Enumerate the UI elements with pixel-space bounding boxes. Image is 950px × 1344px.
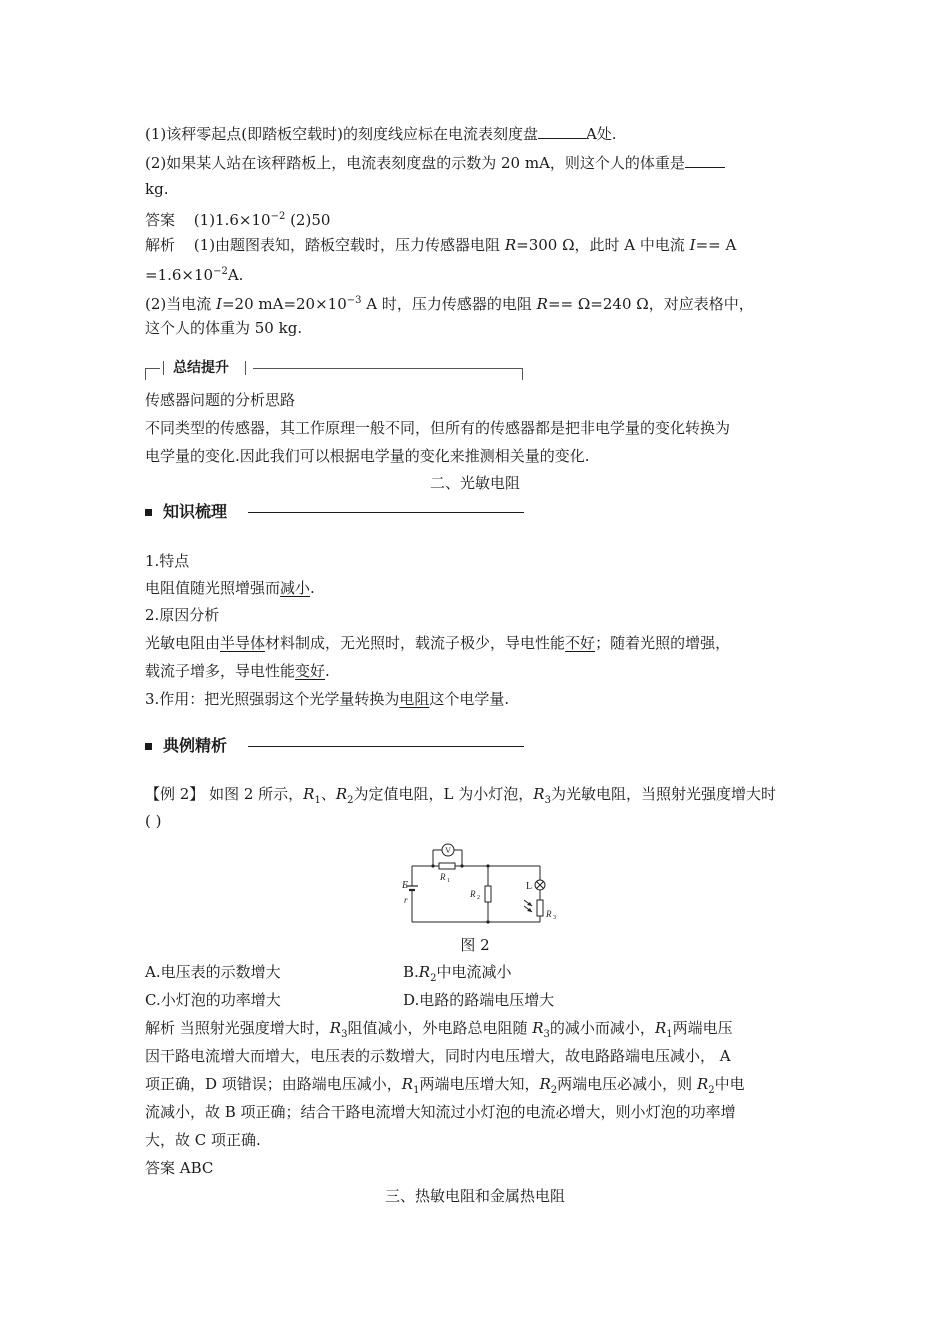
junction-dot	[460, 864, 463, 867]
answer-1-exponent: −2	[270, 211, 286, 222]
section-3-title: 三、热敏电阻和金属热电阻	[384, 1187, 565, 1205]
underlined-answer: 不好	[565, 634, 596, 652]
analysis-text: =20 mA=20×10	[221, 295, 347, 313]
frame-tick	[163, 361, 164, 375]
text: 电阻值随光照增强而	[145, 579, 281, 597]
subscript: 2	[430, 973, 437, 984]
answer-blank	[538, 124, 586, 139]
junction-dot	[486, 920, 489, 923]
answer-2	[145, 1158, 213, 1178]
var-r: R	[539, 1075, 551, 1093]
resistor-r3	[537, 900, 543, 916]
frame-tick	[245, 361, 246, 375]
text: 这个电学量.	[429, 690, 510, 708]
var-r: R	[696, 1075, 709, 1093]
analysis-2-line-3	[145, 1074, 745, 1101]
underlined-answer: 减小	[280, 579, 311, 597]
analysis-2-line-2: 因干路电流增大而增大，电压表的示数增大，同时内电压增大，故电路路端电压减小， A	[145, 1047, 731, 1065]
choice-b	[403, 962, 511, 989]
subscript: 2	[708, 1085, 715, 1096]
emf-label: E	[402, 880, 409, 891]
var-r: R	[329, 1019, 342, 1037]
text: .	[325, 662, 330, 680]
text: 如图 2 所示，	[204, 785, 304, 803]
text: .	[310, 579, 315, 597]
text: 两端电压必减小，则	[557, 1075, 697, 1093]
lamp-label: L	[526, 881, 533, 892]
choice-d: D.电路的路端电压增大	[403, 991, 555, 1009]
knowledge-item-2-text	[145, 633, 730, 653]
internal-resistance-label: r	[404, 895, 408, 905]
answer-label: 答案	[145, 211, 176, 229]
answer-1-value: (1)1.6×10	[193, 211, 271, 229]
answer-1	[145, 207, 330, 230]
subscript: 1	[666, 1029, 673, 1040]
text: 两端电压	[672, 1019, 733, 1037]
r3-label: R	[546, 909, 552, 919]
r2-label: R	[470, 889, 476, 899]
resistor-r2	[485, 886, 491, 902]
text: 为定值电阻，L 为小灯泡，	[353, 785, 534, 803]
examples-title: 典例精析	[163, 736, 228, 755]
analysis-label: 解析	[145, 236, 176, 254]
text: 两端电压增大知，	[419, 1075, 540, 1093]
analysis-text: =300 Ω，此时 A 中电流	[516, 236, 690, 254]
text: 中电流减小	[436, 963, 512, 981]
exponent: −3	[346, 295, 362, 306]
analysis-1-line-3	[145, 291, 754, 314]
text: 光敏电阻由	[145, 634, 221, 652]
junction-dot	[431, 864, 434, 867]
text: 阻值减小，外电路总电阻随	[347, 1019, 533, 1037]
underlined-answer: 电阻	[399, 690, 430, 708]
text: 载流子增多，导电性能	[145, 662, 296, 680]
analysis-text: (2)当电流	[145, 295, 217, 313]
frame-left	[145, 368, 146, 380]
text: 当照射光强度增大时，	[175, 1019, 330, 1037]
section-2-title: 二、光敏电阻	[429, 474, 520, 492]
subscript: 3	[543, 1029, 550, 1040]
summary-title: 总结提升	[173, 360, 229, 376]
analysis-1-line-2	[145, 262, 243, 285]
underlined-answer: 变好	[295, 662, 326, 680]
underlined-answer: 半导体	[220, 634, 266, 652]
subscript: 1	[413, 1085, 420, 1096]
r1-subscript: 1	[447, 878, 450, 884]
example-label: 【例 2】	[145, 785, 205, 803]
subscript: 1	[314, 795, 321, 806]
section-rule	[248, 512, 524, 513]
question-2-unit: kg.	[145, 180, 169, 198]
answer-blank	[685, 153, 725, 168]
subscript: 3	[341, 1029, 348, 1040]
analysis-text: =1.6×10	[145, 266, 214, 284]
var-i: I	[216, 295, 222, 313]
voltmeter-label: V	[445, 846, 451, 855]
knowledge-title: 知识梳理	[163, 502, 228, 521]
square-bullet-icon	[145, 509, 152, 516]
var-r: R	[303, 785, 315, 803]
square-bullet-icon	[145, 743, 152, 750]
analysis-2-line-4: 流减小，故 B 项正确；结合干路电流增大知流过小灯泡的电流必增大，则小灯泡的功率增	[145, 1103, 736, 1121]
answer-paren: ( )	[145, 812, 162, 830]
example-question	[145, 784, 776, 811]
subscript: 3	[544, 795, 551, 806]
summary-heading: 传感器问题的分析思路	[145, 391, 296, 409]
analysis-text: (1)由题图表知，踏板空载时，压力传感器电阻	[193, 236, 505, 254]
text: 中电	[714, 1075, 745, 1093]
var-r: R	[654, 1019, 667, 1037]
var-r: R	[533, 785, 545, 803]
figure-caption: 图 2	[460, 936, 490, 954]
question-2	[145, 153, 725, 173]
analysis-2-line-5: 大，故 C 项正确.	[145, 1131, 261, 1149]
analysis-1-line-1	[145, 235, 736, 255]
subscript: 2	[550, 1085, 558, 1096]
analysis-text: == A	[695, 236, 737, 254]
summary-header	[145, 356, 523, 382]
answer-2-value: ABC	[175, 1159, 214, 1177]
text: 材料制成，无光照时，载流子极少，导电性能	[265, 634, 566, 652]
question-2-text: (2)如果某人站在该秤踏板上，电流表刻度盘的示数为 20 mA，则这个人的体重是	[145, 154, 685, 172]
knowledge-item-2: 2.原因分析	[145, 606, 220, 624]
r2-subscript: 2	[477, 895, 480, 901]
summary-paragraph-1: 不同类型的传感器，其工作原理一般不同，但所有的传感器都是把非电学量的变化转换为	[145, 419, 731, 437]
text: 、	[320, 785, 336, 803]
exponent: −2	[213, 266, 228, 277]
answer-1-tail: (2)50	[285, 211, 331, 229]
junction-dot	[486, 864, 489, 867]
text: 3.作用：把光照强弱这个光学量转换为	[145, 690, 400, 708]
summary-paragraph-2: 电学量的变化.因此我们可以根据电学量的变化来推测相关量的变化.	[145, 447, 590, 465]
circuit-diagram	[400, 834, 560, 934]
text: B.	[403, 963, 419, 981]
section-rule	[248, 746, 524, 747]
resistor-r1	[439, 863, 455, 869]
text: 项正确，D 项错误；由路端电压减小，	[145, 1075, 402, 1093]
knowledge-item-3	[145, 689, 509, 709]
frame-line	[145, 368, 160, 369]
var-r: R	[532, 1019, 544, 1037]
var-i: I	[689, 236, 696, 254]
question-1	[145, 124, 617, 144]
question-1-tail: A处.	[585, 125, 617, 143]
analysis-text: A.	[227, 266, 244, 284]
r3-subscript: 3	[553, 915, 556, 921]
frame-right	[522, 368, 523, 380]
knowledge-item-1: 1.特点	[145, 552, 190, 570]
var-r: R	[401, 1075, 414, 1093]
subscript: 2	[347, 795, 354, 806]
text: 的减小而减小，	[549, 1019, 655, 1037]
var-r: R	[504, 236, 517, 254]
choice-c: C.小灯泡的功率增大	[145, 991, 281, 1009]
answer-label: 答案	[145, 1159, 176, 1177]
text: ；随着光照的增强，	[595, 634, 731, 652]
knowledge-item-1-text	[145, 578, 315, 598]
var-r: R	[536, 295, 548, 313]
var-r: R	[418, 963, 431, 981]
analysis-label: 解析	[145, 1019, 176, 1037]
question-1-text: (1)该秤零起点(即踏板空载时)的刻度线应标在电流表刻度盘	[145, 125, 538, 143]
analysis-text: == Ω=240 Ω，对应表格中，	[547, 295, 754, 313]
analysis-1-line-4: 这个人的体重为 50 kg.	[145, 319, 303, 337]
text: 为光敏电阻，当照射光强度增大时	[550, 785, 776, 803]
knowledge-item-2-text-cont	[145, 661, 330, 681]
r1-label: R	[440, 872, 446, 882]
analysis-2-line-1	[145, 1018, 733, 1045]
frame-line	[253, 368, 523, 369]
choice-a: A.电压表的示数增大	[145, 963, 281, 981]
var-r: R	[335, 785, 348, 803]
analysis-text: A 时，压力传感器的电阻	[361, 295, 537, 313]
